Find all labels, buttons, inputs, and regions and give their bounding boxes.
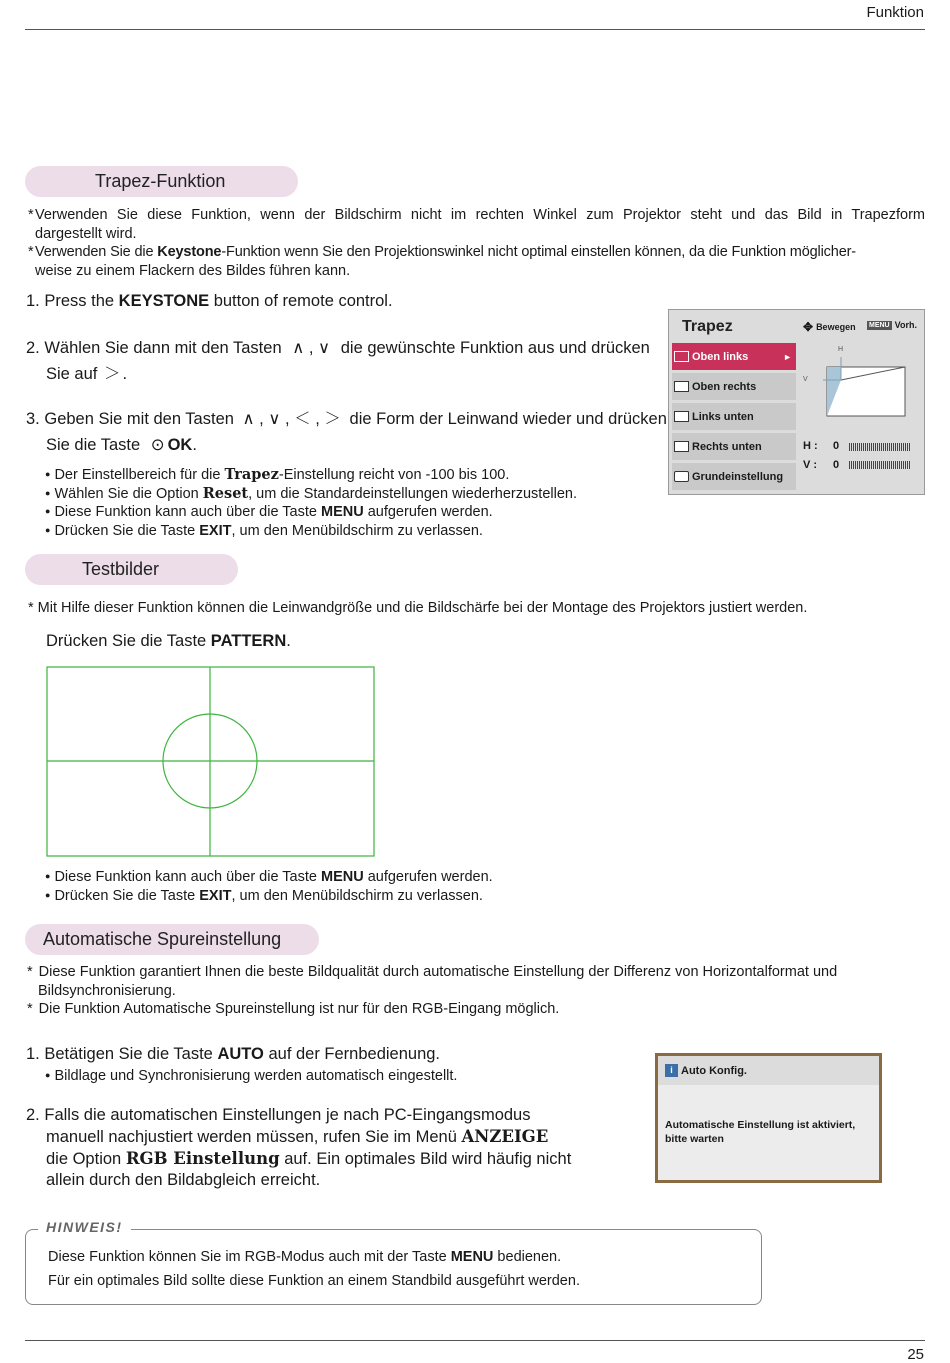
- osd-trapez-menu: [668, 309, 925, 495]
- step-number: 1.: [26, 1045, 40, 1063]
- step-pre: Sie die Taste: [46, 436, 145, 454]
- menu-key-icon: MENU: [869, 321, 890, 329]
- corner-icon: [674, 441, 689, 452]
- step-line-2: manuell nachjustiert werden müssen, rufen Sie im Menü: [46, 1128, 462, 1146]
- osd-h-slider[interactable]: [849, 443, 911, 451]
- header-rule: [25, 29, 925, 30]
- step-number: 2.: [26, 339, 40, 357]
- press-bold: PATTERN: [210, 632, 287, 650]
- osd-prev-label: Vorh.: [894, 320, 917, 330]
- step-post: die Form der Leinwand wieder und drücken: [344, 410, 667, 428]
- bullet-post: aufgerufen werden.: [363, 869, 493, 885]
- osd-h-value: 0: [833, 440, 840, 452]
- hinweis-bold: MENU: [450, 1249, 494, 1265]
- auto-step-1-bullet: ● Bildlage und Synchronisierung werden automatisch eingestellt.: [45, 1067, 457, 1087]
- keystone-preview: [809, 344, 909, 420]
- bullet-pre: Drücken Sie die Taste: [54, 523, 200, 539]
- reset-icon: [674, 471, 689, 482]
- section-title-trapez-text: Trapez-Funktion: [95, 171, 226, 191]
- arrow-right-icon: ►: [783, 351, 792, 362]
- osd-v-label: V :: [803, 459, 818, 471]
- testbilder-note: [28, 599, 807, 618]
- section-title-auto-text: Automatische Spureinstellung: [43, 929, 282, 949]
- menu-anzeige: ANZEIGE: [461, 1127, 549, 1146]
- osd-v-value: 0: [833, 459, 840, 471]
- info-icon: i: [665, 1064, 678, 1077]
- arrow-key-right: ＞: [103, 365, 121, 383]
- dialog-title: Auto Konfig.: [681, 1064, 747, 1077]
- osd-menu-hint: [867, 320, 917, 330]
- bullet-pre: Wählen Sie die Option: [54, 486, 203, 502]
- hinweis-box: [25, 1229, 762, 1305]
- osd-item-label: Rechts unten: [692, 440, 762, 453]
- note-text: Diese Funktion garantiert Ihnen die beste Bildqualität durch automatische Einstellung der Differenz von Horizontalformat und: [38, 964, 838, 980]
- trapez-step-2: [26, 335, 650, 387]
- step-number: 2.: [26, 1106, 40, 1124]
- hinweis-pre: Diese Funktion können Sie im RGB-Modus auch mit der Taste: [48, 1249, 451, 1265]
- note-post: -Funktion wenn Sie den Projektionswinkel nicht optimal einstellen können, da die Funktion möglicher-: [221, 244, 856, 260]
- section-title-testbilder: [25, 554, 238, 585]
- bullet-bold: EXIT: [199, 888, 232, 904]
- bullet-bold: MENU: [320, 869, 364, 885]
- note-pre: Verwenden Sie die: [35, 244, 158, 260]
- note-text-cont: Bildsynchronisierung.: [38, 983, 176, 999]
- note-text: [35, 243, 856, 262]
- step-bold: KEYSTONE: [118, 292, 210, 310]
- test-pattern: [46, 666, 375, 857]
- bullet-bold: Reset: [202, 485, 249, 502]
- note-star: *: [27, 1001, 33, 1017]
- step-number: 3.: [26, 410, 40, 428]
- bullet-pre: Diese Funktion kann auch über die Taste: [54, 504, 321, 520]
- osd-item-oben-links[interactable]: [672, 343, 796, 370]
- auto-config-dialog: [655, 1053, 882, 1183]
- trapez-step-1: [26, 288, 393, 314]
- section-title-testbilder-text: Testbilder: [82, 559, 160, 579]
- move-arrows-icon: ✥: [803, 320, 814, 334]
- auto-step-2: [26, 1105, 571, 1191]
- note-bold: Keystone: [157, 244, 222, 260]
- step-pre: Betätigen Sie die Taste: [44, 1045, 218, 1063]
- osd-move-hint: [803, 320, 856, 334]
- osd-item-label: Oben links: [692, 350, 749, 363]
- step-post: auf der Fernbedienung.: [263, 1045, 441, 1063]
- osd-item-label: Oben rechts: [692, 380, 757, 393]
- note-star: *: [27, 964, 33, 980]
- osd-item-oben-rechts[interactable]: [672, 373, 796, 400]
- bullet-pre: Diese Funktion kann auch über die Taste: [54, 869, 321, 885]
- note-text: Verwenden Sie diese Funktion, wenn der Bildschirm nicht im rechten Winkel zum Projektor steht und das Bild in Trapezform: [35, 207, 925, 223]
- step-pre: Geben Sie mit den Tasten: [44, 410, 239, 428]
- bullet-post: , um die Standardeinstellungen wiederherzustellen.: [248, 486, 577, 502]
- ok-icon: ⊙: [150, 436, 165, 454]
- footer-rule: [25, 1340, 925, 1341]
- step-pre: Sie auf: [46, 365, 102, 383]
- bullet-bold: Trapez: [224, 466, 279, 483]
- option-rgb: RGB Einstellung: [125, 1149, 280, 1168]
- corner-icon: [674, 381, 689, 392]
- arrow-keys: ∧ , ∨: [292, 339, 331, 357]
- bullet-post: -Einstellung reicht von -100 bis 100.: [278, 467, 510, 483]
- step-post: button of remote control.: [209, 292, 393, 310]
- osd-item-rechts-unten[interactable]: [672, 433, 796, 460]
- note-text: Mit Hilfe dieser Funktion können die Leinwandgröße und die Bildschärfe bei der Montage des Projektors justiert werden.: [37, 600, 808, 616]
- trapez-step-3: [26, 406, 667, 458]
- press-post: .: [286, 632, 291, 650]
- dialog-message: [665, 1118, 855, 1146]
- dialog-header: [658, 1056, 879, 1085]
- osd-h-label: H :: [803, 440, 818, 452]
- section-title-auto: [25, 924, 319, 955]
- header-section-title: Funktion: [866, 4, 924, 21]
- step-line-3-pre: die Option: [46, 1150, 126, 1168]
- trapez-bullet-4: [45, 522, 483, 542]
- osd-move-label: Bewegen: [816, 322, 856, 332]
- step-post: .: [122, 365, 128, 383]
- hinweis-line-1: [48, 1248, 561, 1267]
- corner-icon: [674, 351, 689, 362]
- page-number: 25: [907, 1346, 924, 1363]
- hinweis-line-2: Für ein optimales Bild sollte diese Funktion an einem Standbild ausgeführt werden.: [48, 1273, 580, 1289]
- step-post: die gewünschte Funktion aus und drücken: [336, 339, 650, 357]
- note-text-cont: weise zu einem Flackern des Bildes führen kann.: [35, 263, 351, 279]
- step-pre: Wählen Sie dann mit den Tasten: [44, 339, 287, 357]
- note-star: *: [28, 207, 34, 223]
- step-line-4: allein durch den Bildabgleich erreicht.: [46, 1171, 321, 1189]
- trapez-bullet-2: [45, 484, 577, 505]
- note-text-cont: dargestellt wird.: [35, 226, 137, 242]
- press-pre: Drücken Sie die Taste: [46, 632, 211, 650]
- section-title-trapez: [25, 166, 298, 197]
- hinweis-title: [38, 1219, 131, 1235]
- bullet-post: , um den Menübildschirm zu verlassen.: [231, 523, 483, 539]
- dialog-message-line-2: bitte warten: [665, 1133, 724, 1145]
- bullet-bold: MENU: [320, 504, 364, 520]
- testbilder-bullet-2: [45, 887, 483, 907]
- trapez-note-2: [28, 243, 925, 281]
- trapez-bullet-3: [45, 503, 493, 523]
- auto-note-2: [27, 1000, 559, 1019]
- osd-item-grundeinstellung[interactable]: [672, 463, 796, 490]
- bullet-pre: Der Einstellbereich für die: [54, 467, 225, 483]
- osd-v-slider[interactable]: [849, 461, 911, 469]
- hinweis-post: bedienen.: [493, 1249, 562, 1265]
- bullet-bold: EXIT: [199, 523, 232, 539]
- osd-item-links-unten[interactable]: [672, 403, 796, 430]
- auto-note-1: [27, 963, 837, 1001]
- step-line-1: Falls die automatischen Einstellungen je nach PC-Eingangsmodus: [44, 1106, 531, 1124]
- step-post: .: [192, 436, 197, 454]
- corner-icon: [674, 411, 689, 422]
- note-text: Die Funktion Automatische Spureinstellung ist nur für den RGB-Eingang möglich.: [38, 1001, 560, 1017]
- ok-label: OK: [167, 436, 193, 454]
- arrow-keys: ∧ , ∨ , ＜ , ＞: [242, 410, 341, 428]
- step-number: 1.: [26, 292, 40, 310]
- bullet-post: , um den Menübildschirm zu verlassen.: [231, 888, 483, 904]
- note-star: *: [28, 244, 34, 260]
- trapez-note-1: [28, 206, 925, 244]
- bullet-pre: Drücken Sie die Taste: [54, 888, 200, 904]
- osd-title: Trapez: [682, 318, 733, 335]
- osd-item-label: Grundeinstellung: [692, 470, 784, 483]
- step-pre: Press the: [44, 292, 119, 310]
- hinweis-title-text: HINWEIS!: [46, 1219, 123, 1235]
- bullet-post: aufgerufen werden.: [363, 504, 493, 520]
- osd-item-label: Links unten: [692, 410, 754, 423]
- auto-step-1: [26, 1041, 440, 1067]
- step-bold: AUTO: [217, 1045, 264, 1063]
- testbilder-press: [46, 628, 291, 654]
- osd-v-axis: V: [803, 376, 808, 383]
- trapez-bullet-1: [45, 465, 509, 486]
- step-line-3-post: auf. Ein optimales Bild wird häufig nicht: [279, 1150, 572, 1168]
- note-star: *: [28, 600, 34, 616]
- testbilder-bullet-1: [45, 868, 493, 888]
- dialog-message-line-1: Automatische Einstellung ist aktiviert,: [665, 1119, 856, 1131]
- osd-h-axis: H: [838, 346, 844, 353]
